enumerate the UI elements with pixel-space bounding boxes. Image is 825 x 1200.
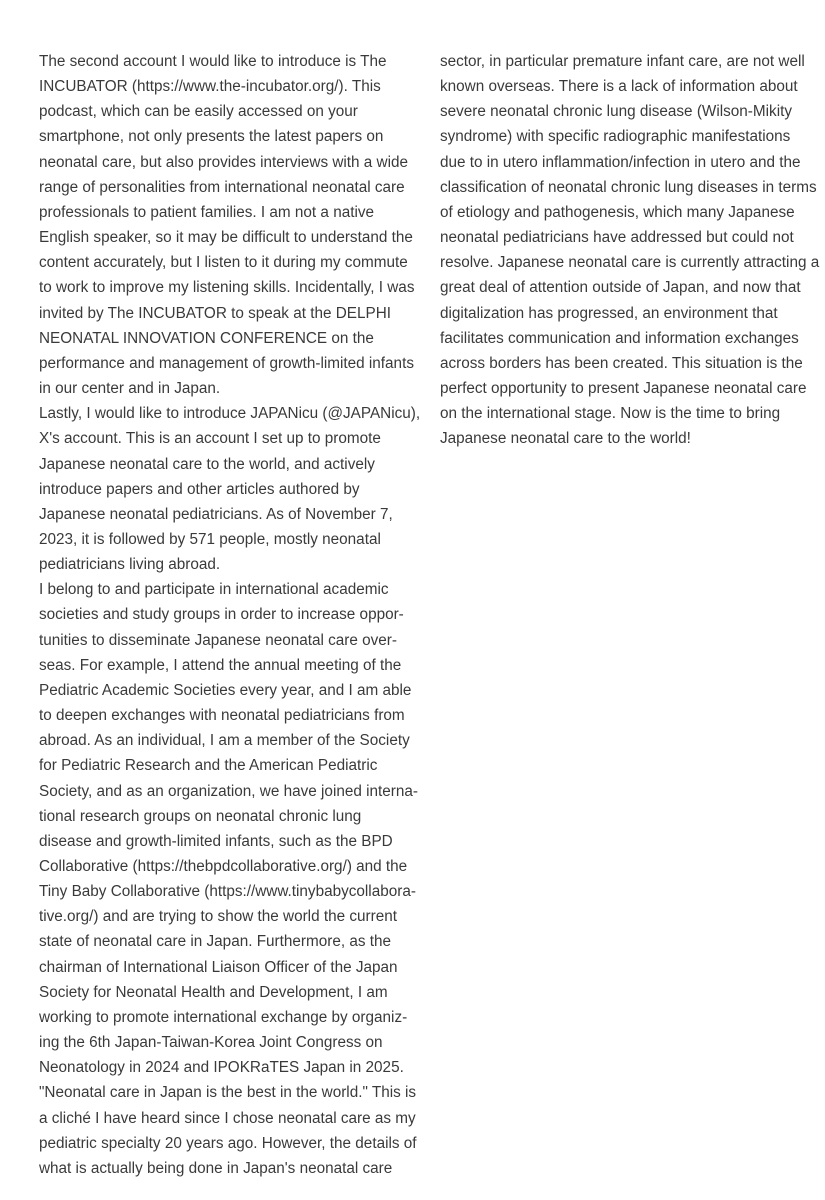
- text-line: Tiny Baby Collaborative (https://www.tinybabycollabora-: [39, 883, 416, 901]
- text-line: introduce papers and other articles authored by: [39, 480, 360, 498]
- text-line: Society, and as an organization, we have joined interna-: [39, 782, 418, 800]
- text-line: to deepen exchanges with neonatal pediatricians from: [39, 707, 405, 725]
- text-line: disease and growth-limited infants, such as the BPD: [39, 832, 393, 850]
- text-line: across borders has been created. This situation is the: [440, 354, 803, 372]
- text-line: invited by The INCUBATOR to speak at the DELPHI: [39, 304, 391, 322]
- text-line: in our center and in Japan.: [39, 380, 221, 398]
- text-line: pediatric specialty 20 years ago. However, the details of: [39, 1134, 417, 1152]
- right-column-text: [440, 49, 820, 452]
- text-line: on the international stage. Now is the time to bring: [440, 405, 781, 423]
- text-line: content accurately, but I listen to it during my commute: [39, 254, 408, 272]
- text-line: sector, in particular premature infant care, are not well: [440, 53, 805, 70]
- text-line: Japanese neonatal care to the world!: [440, 430, 691, 448]
- text-line: classification of neonatal chronic lung diseases in terms: [440, 178, 817, 196]
- text-line: societies and study groups in order to increase oppor-: [39, 606, 404, 624]
- text-line: ing the 6th Japan-Taiwan-Korea Joint Congress on: [39, 1034, 383, 1052]
- text-line: 2023, it is followed by 571 people, mostly neonatal: [39, 530, 381, 548]
- text-line: Pediatric Academic Societies every year, and I am able: [39, 681, 412, 699]
- text-line: X's account. This is an account I set up to promote: [39, 430, 381, 448]
- text-line: severe neonatal chronic lung disease (Wilson-Mikity: [440, 103, 792, 121]
- text-line: digitalization has progressed, an environment that: [440, 304, 778, 322]
- text-line: what is actually being done in Japan's neonatal care: [39, 1159, 393, 1177]
- text-line: of etiology and pathogenesis, which many Japanese: [440, 203, 795, 221]
- text-line: performance and management of growth-limited infants: [39, 354, 414, 372]
- text-line: perfect opportunity to present Japanese neonatal care: [440, 380, 807, 398]
- text-line: English speaker, so it may be difficult to understand the: [39, 229, 413, 247]
- text-line: The second account I would like to introduce is The: [39, 53, 387, 70]
- text-line: "Neonatal care in Japan is the best in the world." This is: [39, 1084, 417, 1102]
- text-line: pediatricians living abroad.: [39, 556, 221, 574]
- text-line: Society for Neonatal Health and Development, I am: [39, 983, 388, 1001]
- text-line: for Pediatric Research and the American Pediatric: [39, 757, 378, 775]
- text-line: professionals to patient families. I am not a native: [39, 203, 375, 221]
- text-line: range of personalities from international neonatal care: [39, 178, 405, 196]
- text-line: a cliché I have heard since I chose neonatal care as my: [39, 1109, 416, 1127]
- text-line: tunities to disseminate Japanese neonatal care over-: [39, 631, 397, 649]
- text-line: neonatal care, but also provides interviews with a wide: [39, 153, 409, 171]
- text-line: neonatal pediatricians have addressed but could not: [440, 229, 794, 247]
- text-line: working to promote international exchange by organiz-: [39, 1008, 408, 1026]
- left-column-text: [39, 49, 421, 1181]
- text-line: due to in utero inflammation/infection in utero and the: [440, 153, 801, 171]
- text-line: Neonatology in 2024 and IPOKRaTES Japan in 2025.: [39, 1059, 404, 1077]
- text-line: chairman of International Liaison Officer of the Japan: [39, 958, 398, 976]
- text-line: syndrome) with specific radiographic manifestations: [440, 128, 791, 146]
- text-line: seas. For example, I attend the annual meeting of the: [39, 656, 402, 674]
- text-line: to work to improve my listening skills. Incidentally, I was: [39, 279, 415, 297]
- text-line: smartphone, not only presents the latest papers on: [39, 128, 384, 146]
- text-line: state of neonatal care in Japan. Furthermore, as the: [39, 933, 392, 951]
- text-line: tional research groups on neonatal chronic lung: [39, 807, 362, 825]
- text-line: tive.org/) and are trying to show the world the current: [39, 908, 397, 926]
- text-line: great deal of attention outside of Japan, and now that: [440, 279, 801, 297]
- text-line: NEONATAL INNOVATION CONFERENCE on the: [39, 329, 374, 347]
- text-line: Japanese neonatal care to the world, and actively: [39, 455, 375, 473]
- text-line: I belong to and participate in international academic: [39, 581, 389, 599]
- text-line: known overseas. There is a lack of information about: [440, 78, 798, 96]
- text-line: podcast, which can be easily accessed on your: [39, 103, 358, 121]
- text-line: Lastly, I would like to introduce JAPANicu (@JAPANicu),: [39, 405, 421, 423]
- text-line: resolve. Japanese neonatal care is currently attracting a: [440, 254, 820, 272]
- text-line: facilitates communication and information exchanges: [440, 329, 799, 347]
- text-line: INCUBATOR (https://www.the-incubator.org/). This: [39, 78, 381, 96]
- text-line: Japanese neonatal pediatricians. As of November 7,: [39, 505, 393, 523]
- text-line: Collaborative (https://thebpdcollaborative.org/) and the: [39, 858, 408, 875]
- text-line: abroad. As an individual, I am a member of the Society: [39, 732, 410, 750]
